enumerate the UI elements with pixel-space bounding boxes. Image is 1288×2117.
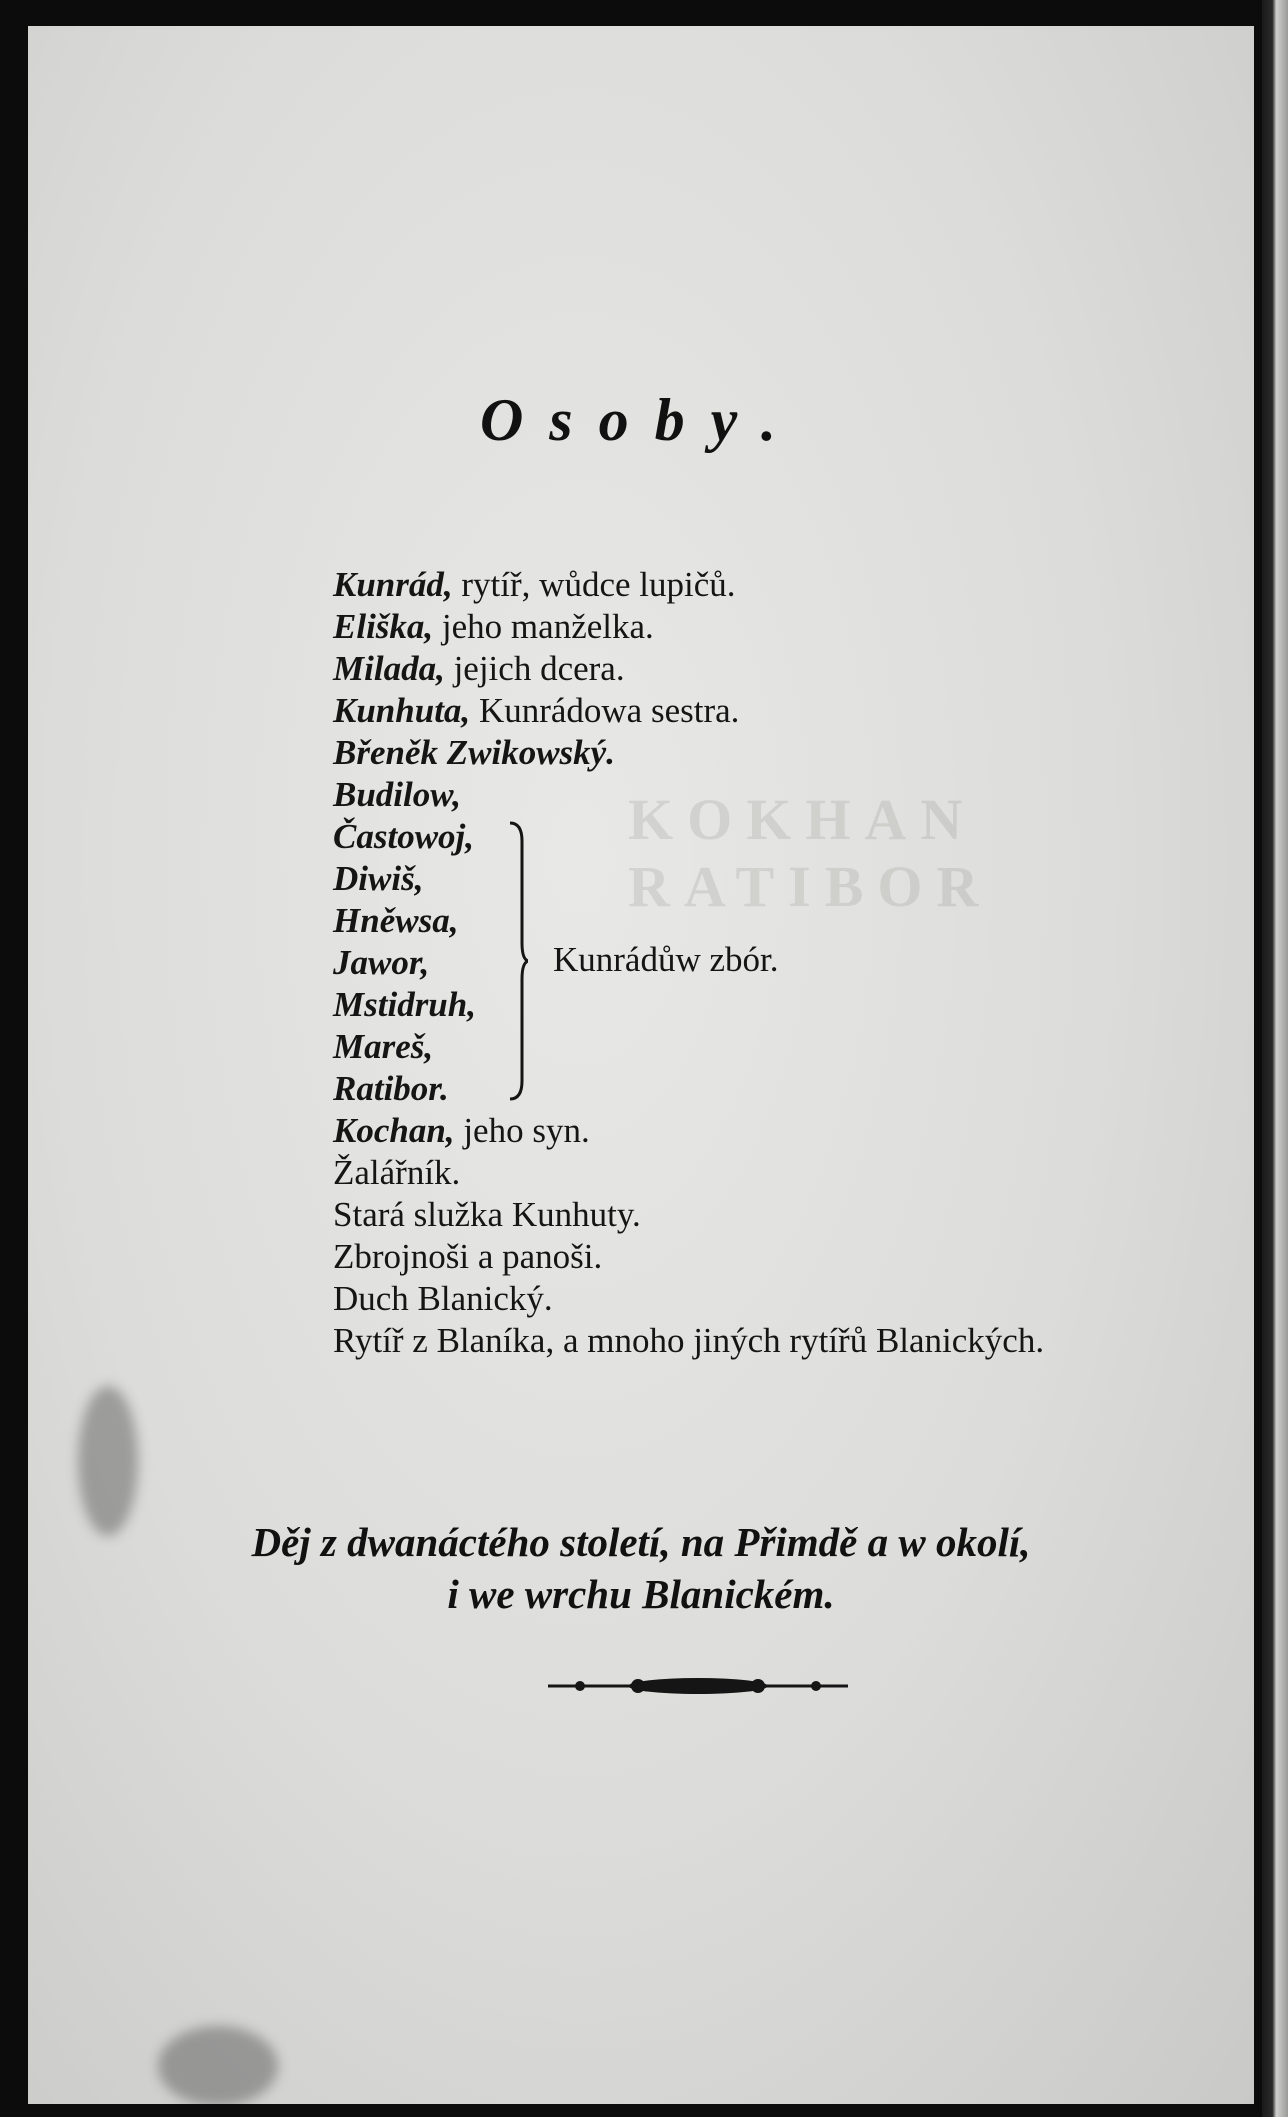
cast-row: Žalářník. [333,1153,461,1192]
cast-row: Kunrád, rytíř, wůdce lupičů. [333,565,736,604]
cast-row: Budilow, [333,775,462,814]
curly-brace [508,821,528,1101]
cast-row: Mstidruh, [333,985,476,1024]
cast-row: Rytíř z Blaníka, a mnoho jiných rytířů Blanických. [333,1321,1045,1360]
cast-row: Ratibor. [333,1069,449,1108]
cast-row: Kunhuta, Kunrádowa sestra. [333,691,740,730]
setting-line: Děj z dwanáctého století, na Přimdě a w okolí, [251,1519,1031,1565]
ink-stain [78,1386,138,1536]
setting-note [28,1516,1254,1620]
cast-row: Diwiš, [333,859,424,898]
cast-row: Častowoj, [333,817,475,856]
bleed-through-text: KOKHAN RATIBOR [628,787,993,919]
page-edge [1262,0,1288,2117]
cast-row: Břeněk Zwikowský. [333,733,615,772]
ink-stain [158,2026,278,2104]
chorus-label: Kunrádůw zbór. [553,940,779,979]
book-page [28,26,1254,2104]
decorative-ornament [548,1671,848,1701]
cast-row: Eliška, jeho manželka. [333,607,654,646]
cast-row: Mareš, [333,1027,434,1066]
cast-row: Duch Blanický. [333,1279,553,1318]
cast-row: Hněwsa, [333,901,459,940]
cast-row: Milada, jejich dcera. [333,649,625,688]
page-title: Osoby. [479,387,803,453]
cast-row: Jawor, [333,943,430,982]
cast-row: Stará služka Kunhuty. [333,1195,641,1234]
cast-row: Kochan, jeho syn. [333,1111,590,1150]
cast-row: Zbrojnoši a panoši. [333,1237,603,1276]
setting-line: i we wrchu Blanickém. [447,1571,835,1617]
